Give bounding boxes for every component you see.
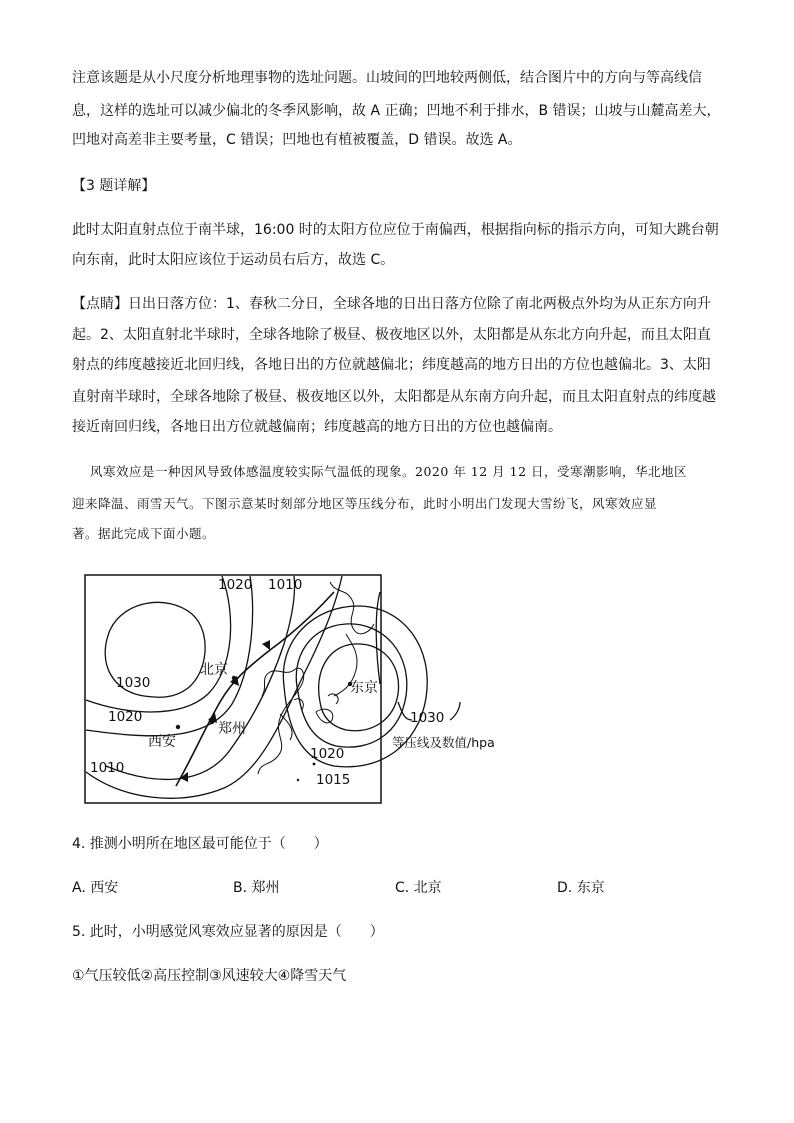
option-text: 北京 — [413, 880, 442, 896]
isobar-value-label: 1020 — [310, 746, 345, 762]
text-line: 接近南回归线，各地日出方位就越偏南；纬度越高的地方日出的方位也越偏南。 — [72, 419, 562, 435]
option-d[interactable] — [557, 877, 605, 897]
isobar-value-label: 1010 — [90, 760, 125, 776]
city-dot — [313, 763, 316, 766]
option-text: 郑州 — [251, 880, 280, 896]
text-line: 直射南半球时，全球各地除了极昼、极夜地区以外，太阳都是从东南方向升起，而且太阳直射点的纬度越 — [72, 389, 716, 405]
legend-value: 1030 — [410, 710, 445, 726]
option-b[interactable] — [233, 877, 280, 897]
option-a[interactable] — [72, 877, 118, 897]
option-c[interactable] — [395, 877, 442, 897]
isobar-value-label: 1010 — [268, 577, 303, 593]
option-letter: A. — [72, 880, 86, 896]
option-text: 西安 — [90, 880, 119, 896]
city-dot — [297, 779, 299, 781]
text-line: 【点睛】日出日落方位：1、春秋二分日，全球各地的日出日落方位除了南北两极点外均为从正东方向升 — [72, 296, 711, 312]
text-line: 注意该题是从小尺度分析地理事物的选址问题。山坡间的凹地较两侧低，结合图片中的方向与等高线信 — [72, 70, 702, 86]
legend-isobar-sample — [450, 702, 460, 720]
isobar-value-label: 1020 — [108, 709, 143, 725]
question-5-stem: 5. 此时，小明感觉风寒效应显著的原因是（ ） — [72, 924, 384, 940]
map-legend — [392, 702, 495, 750]
text-line: 向东南，此时太阳应该位于运动员右后方，故选 C。 — [72, 252, 395, 268]
city-dot — [232, 676, 236, 680]
option-letter: B. — [233, 880, 248, 896]
text-line: 起。2、太阳直射北半球时，全球各地除了极昼、极夜地区以外，太阳都是从东北方向升起，而且太阳直 — [72, 327, 711, 343]
isobar-value-label: 1020 — [218, 577, 253, 593]
isobar-value-label: 1030 — [116, 675, 151, 691]
city-label-xian: 西安 — [148, 734, 176, 750]
isobar-value-label: 1015 — [316, 772, 351, 788]
city-label-beijing: 北京 — [200, 662, 228, 678]
question-5-choices: ①气压较低②高压控制③风速较大④降雪天气 — [72, 968, 347, 984]
option-text: 东京 — [576, 880, 605, 896]
text-line: 著。据此完成下面小题。 — [72, 526, 216, 541]
city-dot — [176, 725, 180, 729]
text-line: 息，这样的选址可以减少偏北的冬季风影响，故 A 正确；凹地不利于排水，B 错误；山坡与山麓高差大， — [72, 103, 721, 119]
text-line: 凹地对高差非主要考量，C 错误；凹地也有植被覆盖，D 错误。故选 A。 — [72, 132, 522, 148]
question-4-stem: 4. 推测小明所在地区最可能位于（ ） — [72, 836, 328, 852]
isobar-map-figure — [84, 574, 514, 806]
text-line: 射点的纬度越接近北回归线，各地日出的方位就越偏北；纬度越高的地方日出的方位也越偏北。3、太阳 — [72, 357, 711, 373]
q3-heading: 【3 题详解】 — [72, 178, 156, 194]
city-label-zhengzhou: 郑州 — [218, 721, 246, 737]
text-line: 迎来降温、雨雪天气。下图示意某时刻部分地区等压线分布，此时小明出门发现大雪纷飞，风寒效应显 — [72, 496, 658, 511]
city-label-tokyo: 东京 — [350, 680, 378, 696]
legend-caption: 等压线及数值/hpa — [392, 735, 495, 750]
city-dot — [210, 720, 214, 724]
option-letter: D. — [557, 880, 573, 896]
text-line: 此时太阳直射点位于南半球，16:00 时的太阳方位应位于南偏西，根据指向标的指示方向，可知大跳台朝 — [72, 222, 719, 238]
option-letter: C. — [395, 880, 410, 896]
text-line: 风寒效应是一种因风导致体感温度较实际气温低的现象。2020 年 12 月 12 日，受寒潮影响，华北地区 — [90, 464, 687, 479]
